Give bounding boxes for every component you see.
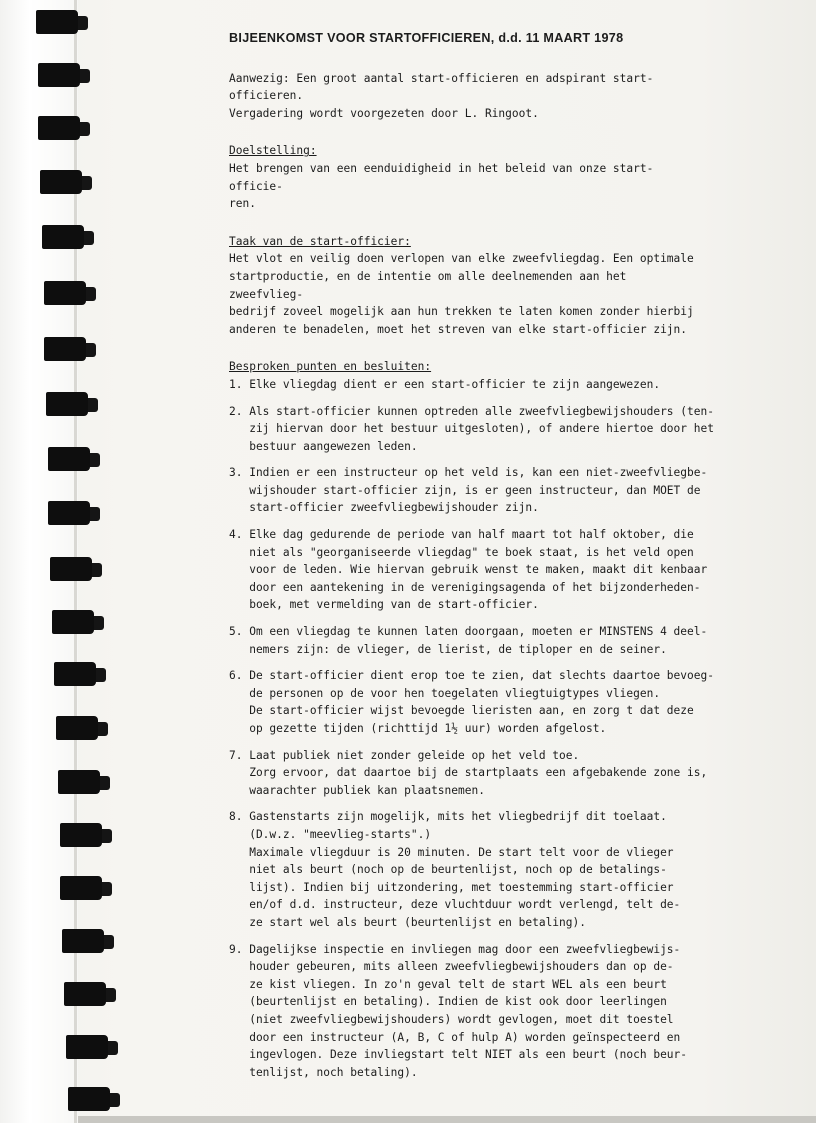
binding-loop — [52, 610, 94, 634]
section-heading-punten: Besproken punten en besluiten: — [229, 360, 432, 374]
binding-loop — [42, 225, 84, 249]
binding-loop — [54, 662, 96, 686]
decision-item-line: voor de leden. Wie hiervan gebruik wenst te maken, maakt dit kenbaar — [229, 563, 708, 577]
binding-loop — [56, 716, 98, 740]
binding-loop — [38, 63, 80, 87]
decision-item-line: ze start wel als beurt (beurtenlijst en betaling). — [229, 915, 586, 929]
decision-item-line: waarachter publiek kan plaatsnemen. — [229, 783, 485, 797]
decision-item-line: 5. Om een vliegdag te kunnen laten doorgaan, moeten er MINSTENS 4 deel- — [229, 625, 708, 639]
decision-item-line: houder gebeuren, mits alleen zweefvliegbewijshouders dan op de- — [229, 960, 674, 974]
decision-item-line: tenlijst, noch betaling). — [229, 1065, 418, 1079]
decision-item — [229, 526, 708, 614]
decision-item-line: 8. Gastenstarts zijn mogelijk, mits het vliegbedrijf dit toelaat. — [229, 810, 667, 824]
decision-item-line: de personen op de voor hen toegelaten vliegtuigtypes vliegen. — [229, 686, 661, 700]
binding-loop — [48, 447, 90, 471]
decision-item-line: niet als "georganiseerde vliegdag" te boek staat, is het veld open — [229, 545, 694, 559]
decision-item — [229, 941, 699, 1082]
decision-item-line: nemers zijn: de vlieger, de lierist, de tiploper en de seiner. — [229, 642, 667, 656]
binding-loop — [50, 557, 92, 581]
spiral-binding — [0, 0, 90, 1123]
section-heading-doelstelling: Doelstelling: — [229, 144, 317, 158]
binding-loop — [66, 1035, 108, 1059]
binding-loop — [38, 116, 80, 140]
section-heading-taak: Taak van de start-officier: — [229, 234, 411, 248]
taak-line: startproductie, en de intentie om alle deelnemenden aan het zweefvlieg- — [229, 269, 627, 301]
binding-loop — [58, 770, 100, 794]
decision-item — [229, 403, 714, 456]
binding-loop — [62, 929, 104, 953]
decision-item-line: Zorg ervoor, dat daartoe bij de startplaats een afgebakende zone is, — [229, 766, 708, 780]
decision-item — [229, 464, 708, 517]
decision-item-line: 1. Elke vliegdag dient er een start-officier te zijn aangewezen. — [229, 377, 661, 391]
decision-item-line: (D.w.z. "meevlieg-starts".) — [229, 827, 432, 841]
decision-item — [229, 623, 708, 658]
decision-item-line: wijshouder start-officier zijn, is er geen instructeur, dan MOET de — [229, 483, 701, 497]
decision-item-line: op gezette tijden (richttijd 1½ uur) worden afgelost. — [229, 722, 607, 735]
decision-item-line: 6. De start-officier dient erop toe te zien, dat slechts daartoe bevoeg- — [229, 669, 714, 683]
taak-line: anderen te benadelen, moet het streven van elke start-officier zijn. — [229, 322, 688, 336]
binding-loop — [60, 823, 102, 847]
decision-item-line: boek, met vermelding van de start-officier. — [229, 598, 539, 612]
decision-item-line: niet als beurt (noch op de beurtenlijst, noch op de betalings- — [229, 863, 667, 877]
decision-item-line: (niet zweefvliegbewijshouders) wordt gevlogen, moet dit toestel — [229, 1012, 674, 1026]
decision-item-line: De start-officier wijst bevoegde lieristen aan, en zorg t dat deze — [229, 704, 694, 718]
binding-loop — [40, 170, 82, 194]
decision-item-line: 2. Als start-officier kunnen optreden alle zweefvliegbewijshouders (ten- — [229, 404, 714, 418]
binding-loop — [46, 392, 88, 416]
decision-item-line: zij hiervan door het bestuur uitgesloten), of andere hiertoe door het — [229, 422, 714, 436]
doelstelling-line: ren. — [229, 197, 256, 211]
binding-loop — [64, 982, 106, 1006]
doelstelling-line: Het brengen van een eenduidigheid in het beleid van onze start-officie- — [229, 161, 654, 193]
page-bottom-edge — [78, 1116, 816, 1123]
decision-item — [229, 747, 708, 800]
binding-loop — [44, 337, 86, 361]
decision-item-line: 4. Elke dag gedurende de periode van half maart tot half oktober, die — [229, 528, 694, 542]
decision-item-line: (beurtenlijst en betaling). Indien de kist ook door leerlingen — [229, 995, 667, 1009]
decision-item — [229, 808, 699, 931]
decision-item-line: 7. Laat publiek niet zonder geleide op het veld toe. — [229, 748, 580, 762]
intro-line: Vergadering wordt voorgezeten door L. Ringoot. — [229, 106, 539, 120]
taak-line: Het vlot en veilig doen verlopen van elke zweefvliegdag. Een optimale — [229, 252, 694, 266]
decision-item-line: ze kist vliegen. In zo'n geval telt de start WEL als een beurt — [229, 977, 667, 991]
decision-item-line: start-officier zweefvliegbewijshouder zijn. — [229, 501, 539, 515]
binding-loop — [68, 1087, 110, 1111]
decision-item — [229, 667, 714, 737]
decision-item-line: door een instructeur (A, B, C of hulp A) worden geïnspecteerd en — [229, 1030, 681, 1044]
decision-item-line: 9. Dagelijkse inspectie en invliegen mag door een zweefvliegbewijs- — [229, 942, 681, 956]
binding-loop — [48, 501, 90, 525]
binding-loop — [36, 10, 78, 34]
document-body — [229, 30, 714, 1090]
decision-item-line: 3. Indien er een instructeur op het veld is, kan een niet-zweefvliegbe- — [229, 466, 708, 480]
decision-item-line: door een aantekening in de verenigingsagenda of het bijzonderheden- — [229, 580, 701, 594]
binding-loop — [60, 876, 102, 900]
binding-loop — [44, 281, 86, 305]
document-title: BIJEENKOMST VOOR STARTOFFICIEREN, d.d. 11 MAART 1978 — [229, 31, 624, 45]
decision-list — [229, 376, 714, 1081]
decision-item-line: Maximale vliegduur is 20 minuten. De start telt voor de vlieger — [229, 845, 674, 859]
decision-item-line: ingevlogen. Deze invliegstart telt NIET als een beurt (noch beur- — [229, 1048, 688, 1062]
decision-item-line: lijst). Indien bij uitzondering, met toestemming start-officier — [229, 880, 674, 894]
decision-item — [229, 376, 699, 394]
decision-item-line: en/of d.d. instructeur, deze vluchtduur wordt verlengd, telt de- — [229, 898, 681, 912]
intro-line: Aanwezig: Een groot aantal start-officieren en adspirant start-officieren. — [229, 71, 654, 103]
taak-line: bedrijf zoveel mogelijk aan hun trekken te laten komen zonder hierbij — [229, 305, 694, 319]
decision-item-line: bestuur aangewezen leden. — [229, 439, 418, 453]
